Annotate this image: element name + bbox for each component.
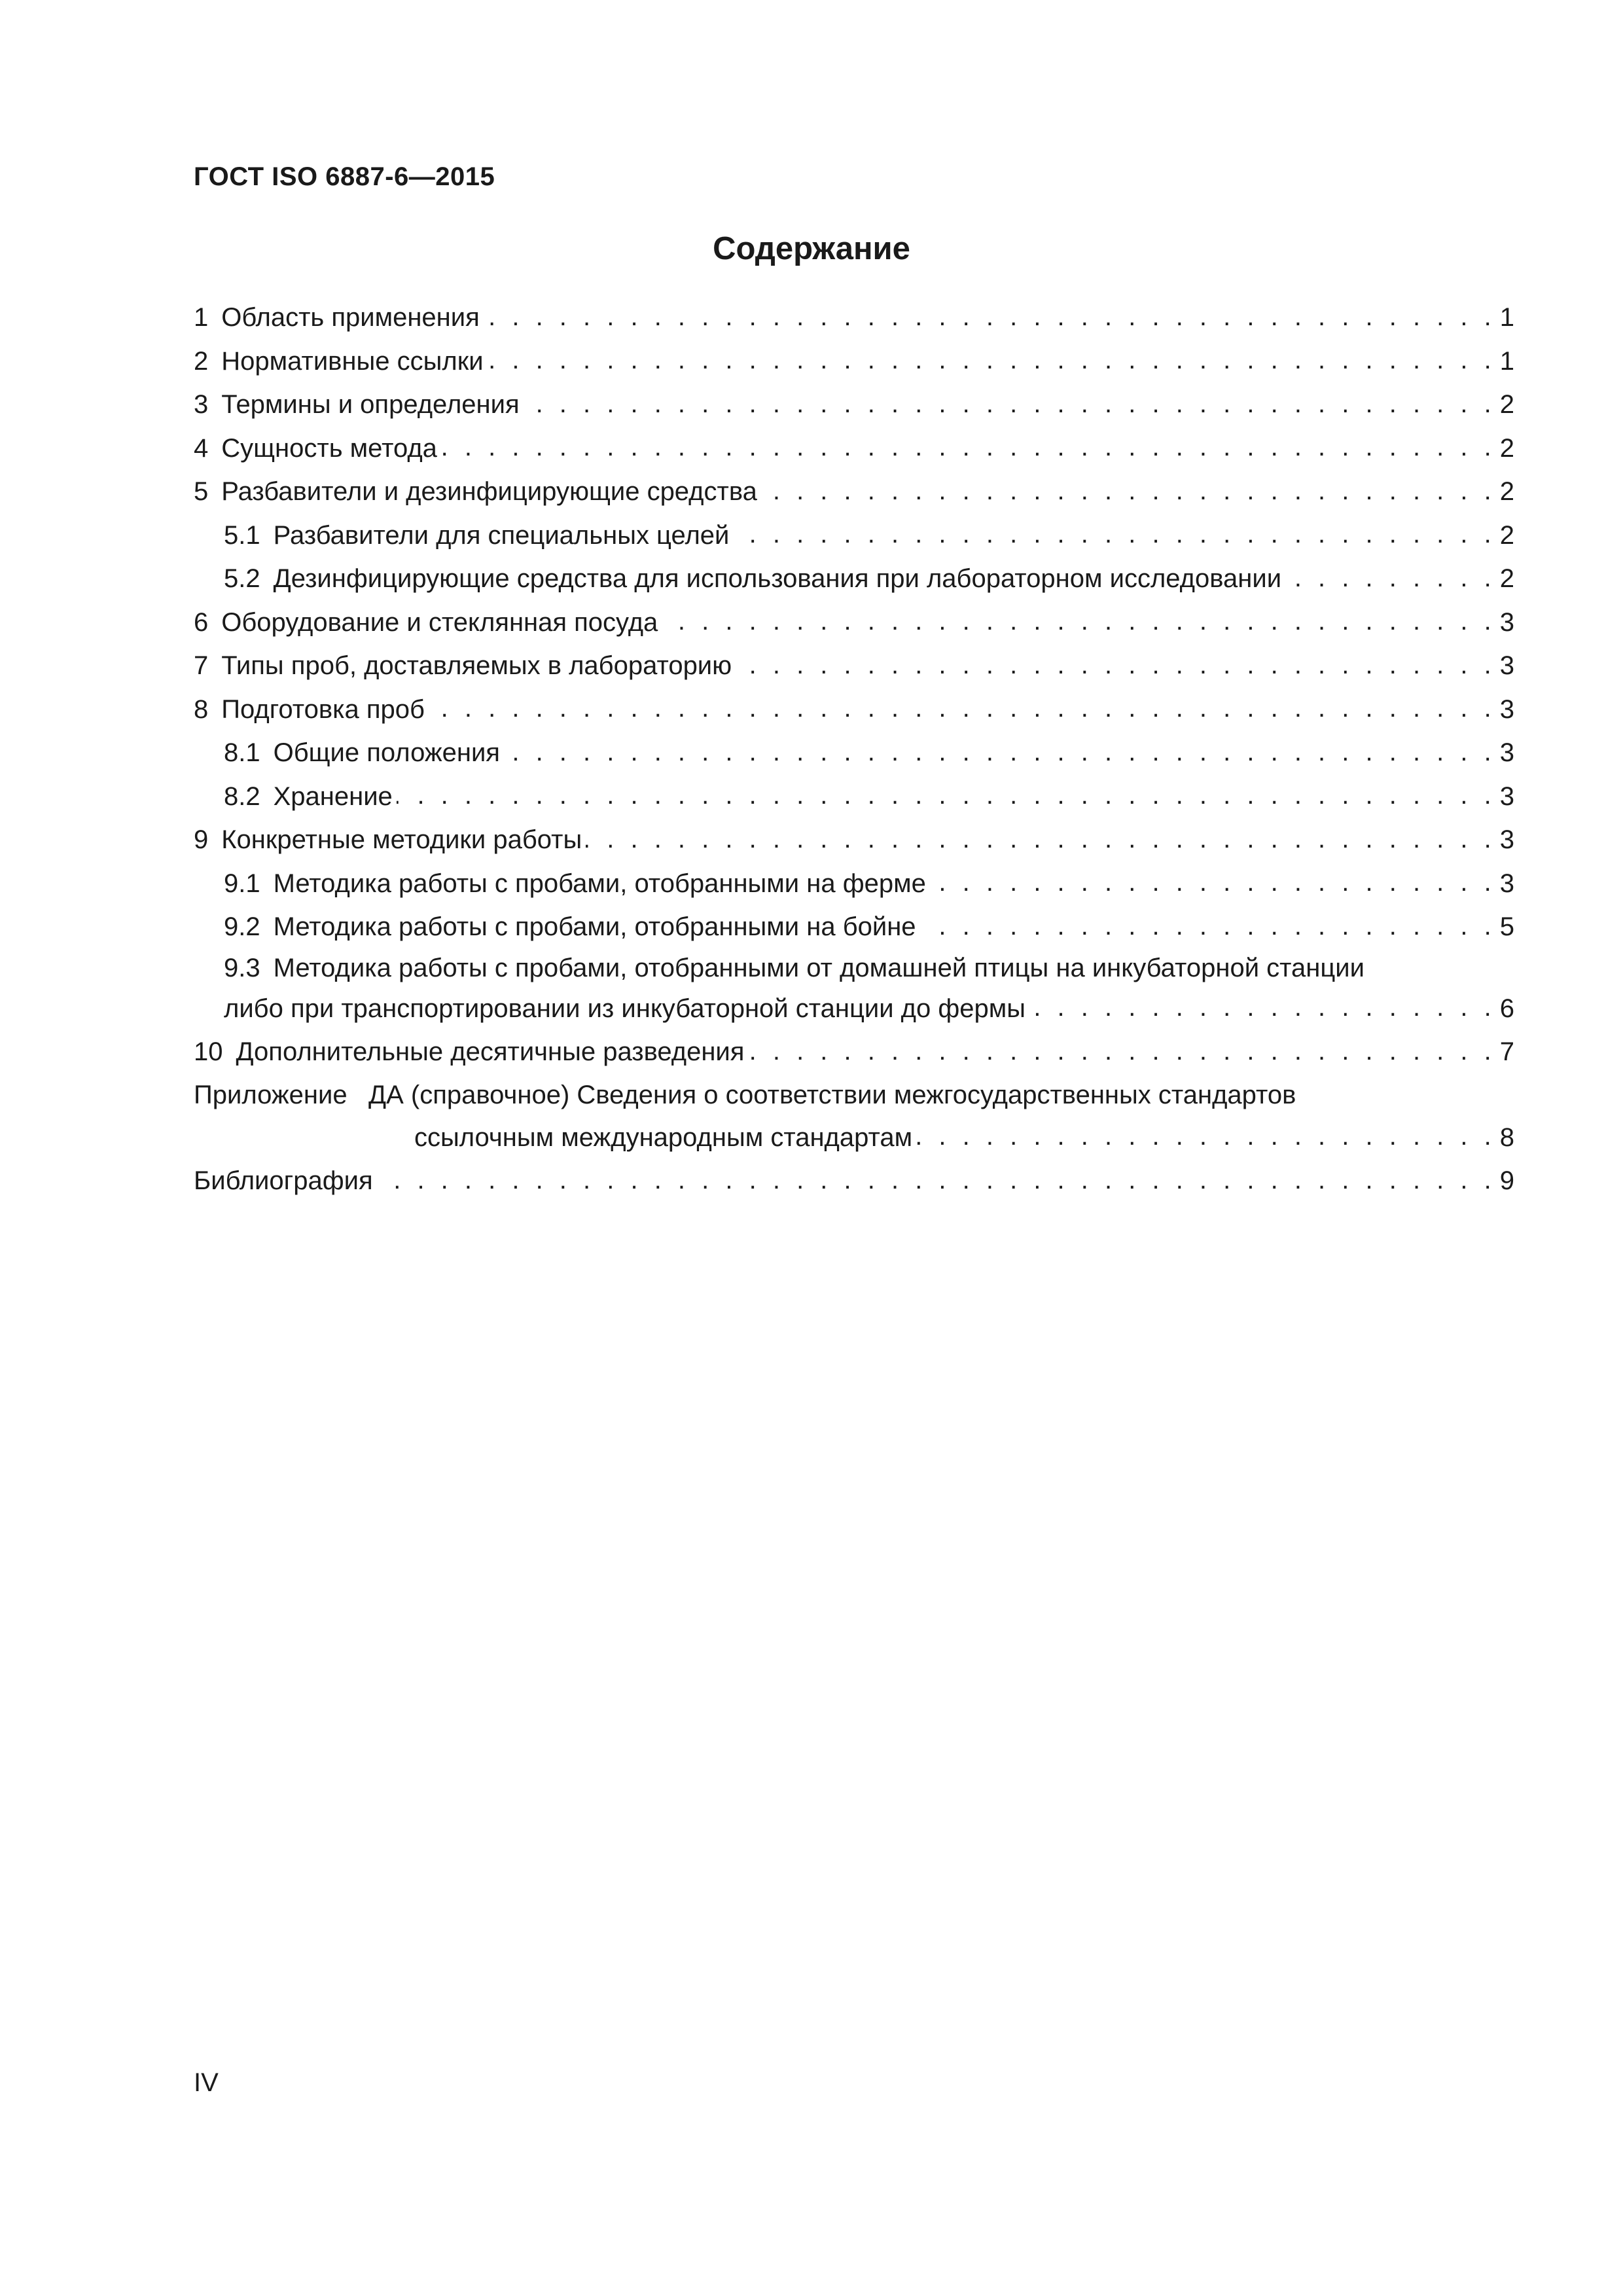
toc-entry-page: 3	[1499, 869, 1514, 898]
toc-entry[interactable]	[194, 383, 1514, 427]
toc-entry-number: 4	[194, 433, 209, 463]
table-of-contents	[194, 296, 1514, 1203]
toc-entry-number: 5.2	[224, 564, 260, 593]
toc-entry-page: 2	[1499, 433, 1514, 463]
appendix-title-line1: ДА (справочное) Сведения о соответствии межгосударственных стандартов	[368, 1080, 1296, 1109]
toc-entry-number: 5	[194, 477, 209, 506]
toc-entry-number: 1	[194, 303, 209, 332]
toc-entry-number: 8.2	[224, 781, 260, 811]
toc-entry-number: 10	[194, 1037, 223, 1066]
toc-entry-page: 3	[1499, 651, 1514, 680]
toc-entry-title: Библиография	[194, 1166, 373, 1195]
toc-entry-page: 6	[1499, 994, 1514, 1023]
toc-entry-page: 9	[1499, 1166, 1514, 1195]
toc-entry[interactable]	[194, 818, 1514, 862]
dot-leader	[524, 393, 1496, 419]
toc-entry-title: Типы проб, доставляемых в лабораторию	[221, 651, 732, 680]
toc-entry-title: Хранение	[273, 781, 393, 811]
toc-entry-title: Дезинфицирующие средства для использования при лабораторном исследовании	[273, 564, 1282, 593]
dot-leader	[1285, 567, 1496, 593]
toc-entry-number: 3	[194, 390, 209, 419]
toc-entry-number: 7	[194, 651, 209, 680]
toc-entry-number: 5.1	[224, 520, 260, 550]
appendix-label: Приложение	[194, 1080, 348, 1109]
toc-entry-page: 1	[1499, 303, 1514, 332]
toc-entry-title: Дополнительные десятичные разведения	[236, 1037, 745, 1066]
dot-leader	[377, 1169, 1496, 1195]
dot-leader	[504, 741, 1496, 767]
toc-entry-title: Методика работы с пробами, отобранными на ферме	[273, 869, 926, 898]
toc-appendix-entry[interactable]	[194, 1074, 1514, 1160]
toc-entry-page: 2	[1499, 477, 1514, 506]
dot-leader	[1029, 996, 1496, 1022]
toc-entry-title: Нормативные ссылки	[221, 346, 484, 376]
toc-entry-title: Разбавители для специальных целей	[273, 520, 730, 550]
dot-leader	[930, 871, 1496, 897]
toc-entry-title: Сущность метода	[221, 433, 437, 463]
toc-entry[interactable]	[194, 470, 1514, 514]
toc-entry-page: 1	[1499, 346, 1514, 376]
toc-entry-title: Общие положения	[273, 738, 500, 767]
toc-entry-number: 8.1	[224, 738, 260, 767]
appendix-title-line2: ссылочным международным стандартам	[414, 1122, 913, 1152]
dot-leader	[736, 654, 1496, 680]
toc-entry-page: 2	[1499, 564, 1514, 593]
toc-entry-number: 9.2	[224, 912, 260, 941]
dot-leader	[748, 1040, 1495, 1066]
toc-subentry[interactable]	[194, 731, 1514, 775]
toc-entry-page: 3	[1499, 738, 1514, 767]
toc-entry-title: Оборудование и стеклянная посуда	[221, 607, 658, 637]
toc-entry[interactable]	[194, 688, 1514, 732]
toc-entry-title-line2: либо при транспортировании из инкубаторной станции до фермы	[224, 994, 1026, 1023]
toc-entry-page: 7	[1499, 1037, 1514, 1066]
toc-entry[interactable]	[194, 644, 1514, 688]
toc-bibliography-entry[interactable]	[194, 1159, 1514, 1203]
dot-leader	[488, 349, 1496, 375]
toc-entry[interactable]	[194, 1030, 1514, 1074]
dot-leader	[920, 915, 1496, 941]
toc-entry-title: Методика работы с пробами, отобранными на бойне	[273, 912, 916, 941]
toc-entry-title: Термины и определения	[221, 390, 520, 419]
document-designation: ГОСТ ISO 6887-6—2015	[194, 162, 495, 191]
toc-subentry[interactable]	[194, 862, 1514, 906]
toc-entry-page: 3	[1499, 694, 1514, 724]
toc-entry[interactable]	[194, 340, 1514, 384]
toc-entry-number: 6	[194, 607, 209, 637]
toc-entry-title: Подготовка проб	[221, 694, 425, 724]
dot-leader	[484, 306, 1496, 332]
toc-subentry-multiline[interactable]	[194, 949, 1514, 1031]
toc-entry-title-line1: Методика работы с пробами, отобранными от домашней птицы на инкубаторной станции	[273, 953, 1364, 982]
toc-entry-title: Конкретные методики работы	[221, 825, 582, 854]
dot-leader	[397, 784, 1496, 810]
toc-entry-title: Разбавители и дезинфицирующие средства	[221, 477, 757, 506]
toc-entry-number: 9	[194, 825, 209, 854]
toc-entry-number: 2	[194, 346, 209, 376]
toc-entry-title: Область применения	[221, 303, 480, 332]
toc-entry[interactable]	[194, 296, 1514, 340]
toc-entry-page: 2	[1499, 390, 1514, 419]
toc-subentry[interactable]	[194, 775, 1514, 819]
dot-leader	[916, 1125, 1496, 1151]
dot-leader	[586, 828, 1496, 854]
toc-entry[interactable]	[194, 601, 1514, 645]
toc-entry-page: 5	[1499, 912, 1514, 941]
toc-entry-page: 3	[1499, 825, 1514, 854]
toc-entry-number: 9.1	[224, 869, 260, 898]
toc-subentry[interactable]	[194, 514, 1514, 558]
dot-leader	[662, 610, 1495, 636]
dot-leader	[429, 697, 1496, 723]
toc-entry-number: 8	[194, 694, 209, 724]
toc-entry-page: 2	[1499, 520, 1514, 550]
toc-entry-number: 9.3	[224, 953, 260, 982]
toc-title: Содержание	[713, 231, 910, 266]
toc-entry-page: 3	[1499, 781, 1514, 811]
toc-entry-page: 8	[1499, 1122, 1514, 1152]
toc-subentry[interactable]	[194, 905, 1514, 949]
dot-leader	[761, 480, 1496, 506]
dot-leader	[733, 523, 1495, 549]
toc-subentry[interactable]	[194, 557, 1514, 601]
toc-entry-page: 3	[1499, 607, 1514, 637]
toc-entry[interactable]	[194, 427, 1514, 471]
page-number: IV	[194, 2068, 219, 2097]
dot-leader	[441, 436, 1496, 462]
